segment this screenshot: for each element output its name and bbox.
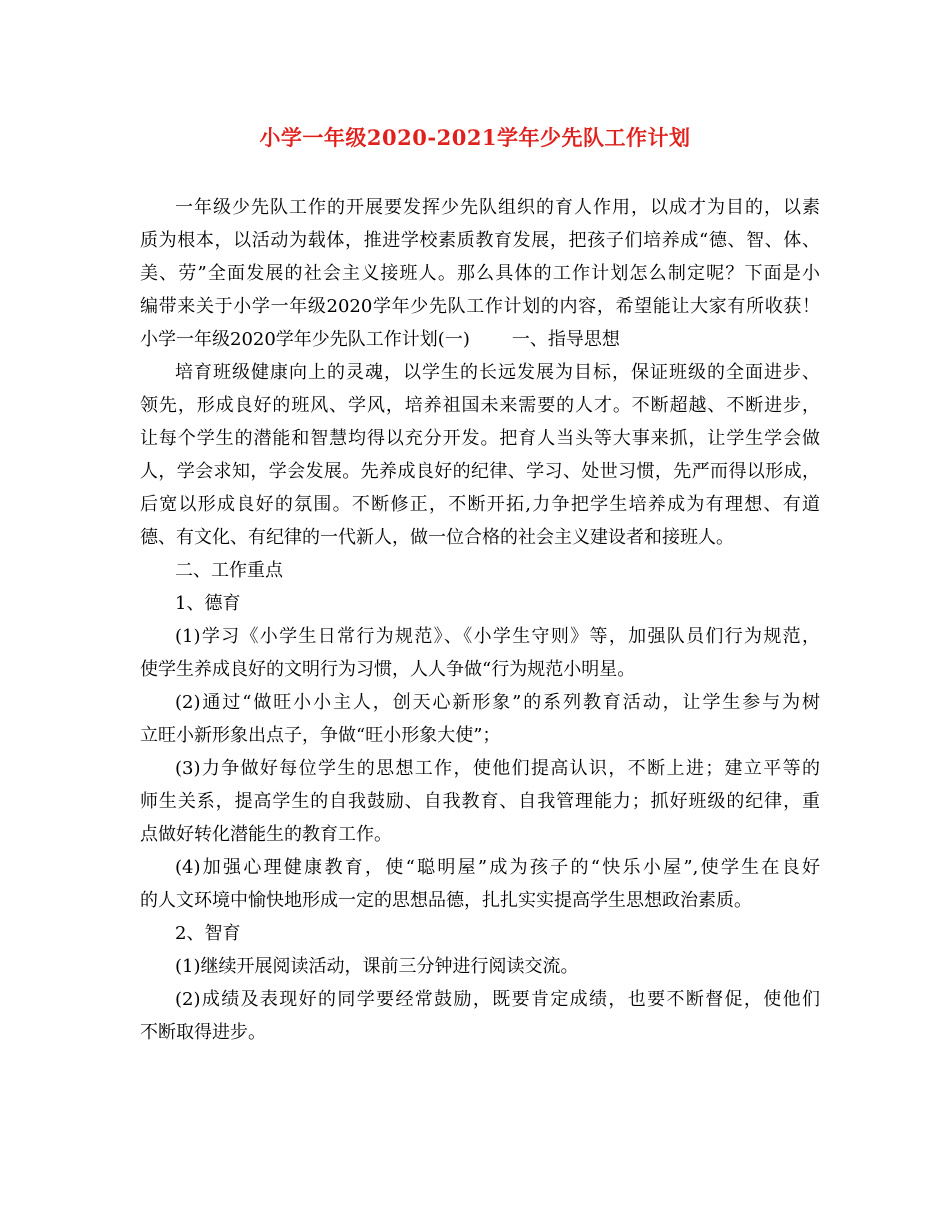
moral-item-line: (3)力争做好每位学生的思想工作，使他们提高认识，不断上进；建立平等的 — [175, 758, 820, 779]
intro-line: 质为根本，以活动为载体，推进学校素质教育发展，把孩子们培养成“德、智、体、 — [140, 230, 820, 251]
moral-item-line: 的人文环境中愉快地形成一定的思想品德，扎扎实实提高学生思想政治素质。 — [140, 890, 752, 911]
intel-item-line: 不断取得进步。 — [140, 1022, 266, 1043]
section-heading-focus: 二、工作重点 — [175, 560, 283, 581]
moral-heading: 1、德育 — [175, 593, 241, 614]
moral-item-line: 师生关系，提高学生的自我鼓励、自我教育、自我管理能力；抓好班级的纪律，重 — [140, 791, 820, 812]
moral-item-line: 使学生养成良好的文明行为习惯，人人争做“行为规范小明星。 — [140, 659, 636, 680]
guiding-line: 人，学会求知，学会发展。先养成良好的纪律、学习、处世习惯，先严而得以形成， — [140, 461, 820, 482]
plan-subtitle-line — [140, 328, 820, 352]
moral-item-line: 立旺小新形象出点子，争做“旺小形象大使”； — [140, 725, 501, 746]
guiding-line: 德、有文化、有纪律的一代新人，做一位合格的社会主义建设者和接班人。 — [140, 527, 734, 548]
intel-item-line: (1)继续开展阅读活动，课前三分钟进行阅读交流。 — [175, 956, 579, 977]
document-title: 小学一年级2020-2021学年少先队工作计划 — [259, 125, 691, 150]
moral-item-line: 点做好转化潜能生的教育工作。 — [140, 824, 392, 845]
intro-line: 美、劳”全面发展的社会主义接班人。那么具体的工作计划怎么制定呢？下面是小 — [140, 263, 820, 284]
intel-heading: 2、智育 — [175, 923, 241, 944]
intel-item-line: (2)成绩及表现好的同学要经常鼓励，既要肯定成绩，也要不断督促，使他们 — [175, 989, 820, 1010]
moral-item-line: (4)加强心理健康教育，使“聪明屋”成为孩子的“快乐小屋”,使学生在良好 — [175, 857, 820, 878]
moral-item-line: (2)通过“做旺小小主人，创天心新形象”的系列教育活动，让学生参与为树 — [175, 692, 820, 713]
guiding-line: 领先，形成良好的班风、学风，培养祖国未来需要的人才。不断超越、不断进步， — [140, 395, 820, 416]
guiding-line: 让每个学生的潜能和智慧均得以充分开发。把育人当头等大事来抓，让学生学会做 — [140, 428, 820, 449]
intro-line: 编带来关于小学一年级2020学年少先队工作计划的内容，希望能让大家有所收获！ — [140, 296, 820, 317]
intro-line: 一年级少先队工作的开展要发挥少先队组织的育人作用，以成才为目的，以素 — [175, 197, 820, 218]
section-heading-guiding: 一、指导思想 — [511, 329, 620, 350]
plan-subtitle: 小学一年级2020学年少先队工作计划(一) — [140, 329, 470, 350]
guiding-line: 培育班级健康向上的灵魂，以学生的长远发展为目标，保证班级的全面进步、 — [175, 362, 820, 383]
moral-item-line: (1)学习《小学生日常行为规范》、《小学生守则》等，加强队员们行为规范， — [175, 626, 820, 647]
guiding-line: 后宽以形成良好的氛围。不断修正，不断开拓,力争把学生培养成为有理想、有道 — [140, 494, 820, 515]
